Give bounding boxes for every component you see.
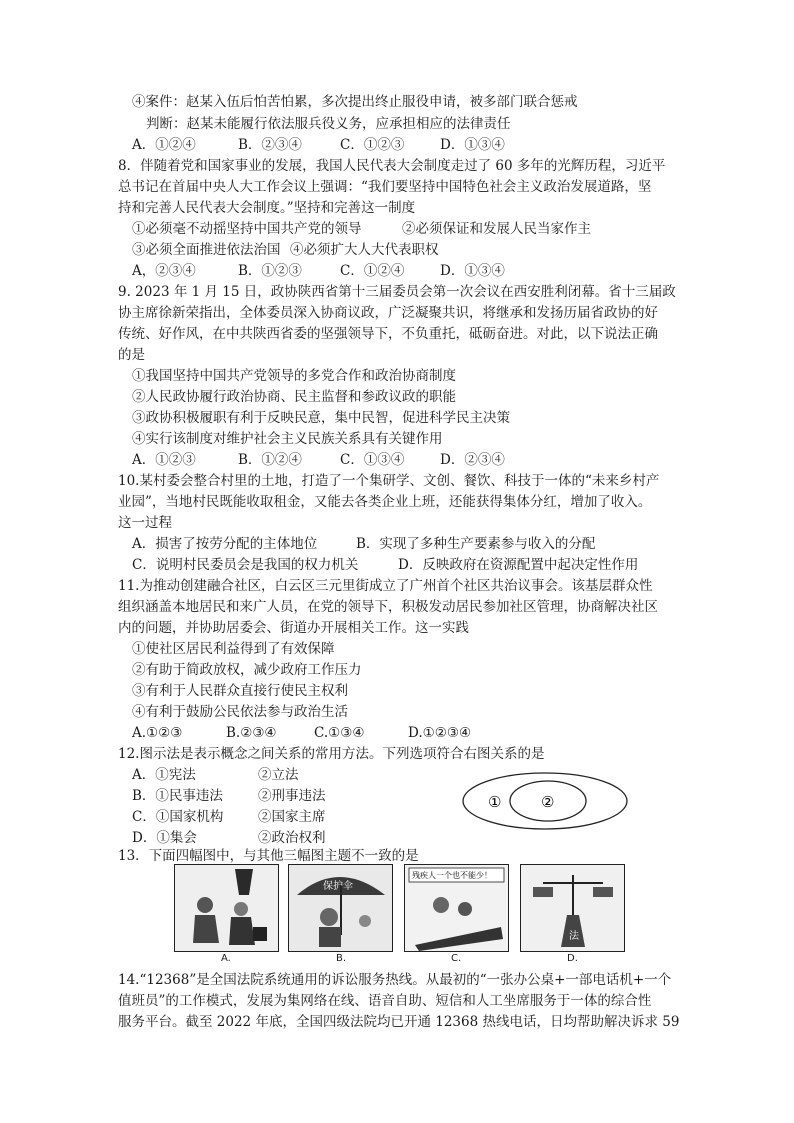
cartoon-d-illustration: [521, 865, 624, 951]
q8-stem-2: 总书记在首届中央人大工作会议上强调：“我们要坚持中国特色社会主义政治发展道路，坚: [118, 179, 652, 195]
q10-option-c[interactable]: C．说明村民委员会是我国的权力机关: [132, 557, 359, 573]
cartoon-d-caption: D.: [567, 953, 578, 964]
q10-option-d[interactable]: D．反映政府在资源配置中起决定性作用: [398, 557, 639, 573]
q14-stem-2: 值班员”的工作模式，发展为集网络在线、语音自助、短信和人工坐席服务于一体的综合性: [118, 993, 652, 1009]
q9-stem-3: 传统、好作风，在中共陕西省委的坚强领导下，不负重托，砥砺奋进。对此，以下说法正确: [118, 326, 658, 342]
q7-item-4: ④案件：赵某入伍后怕苦怕累，多次提出终止服役申请，被多部门联合惩戒: [132, 94, 578, 110]
cartoon-c-banner: 残疾人一个也不能少！: [412, 871, 492, 880]
q11-item-4: ④有利于鼓励公民依法参与政治生活: [132, 704, 348, 720]
q8-option-a[interactable]: A，②③④: [132, 263, 196, 279]
cartoon-a-caption: A.: [221, 953, 231, 964]
q12-option-d-2: ②政治权利: [258, 830, 326, 846]
q10-option-b[interactable]: B．实现了多种生产要素参与收入的分配: [356, 536, 596, 552]
venn-inner-label: ②: [541, 793, 555, 811]
q9-stem-4: 的是: [118, 347, 145, 363]
q8-option-c[interactable]: C．①②④: [340, 263, 405, 279]
q9-option-a[interactable]: A．①②③: [132, 452, 196, 468]
q12-option-c-1[interactable]: C．①国家机构: [132, 809, 224, 825]
cartoon-d[interactable]: [520, 864, 625, 952]
q7-option-c[interactable]: C．①②③: [340, 137, 405, 153]
q9-item-2: ②人民政协履行政治协商、民主监督和参政议政的职能: [132, 389, 456, 405]
q8-item-4: ④必须扩大人大代表职权: [290, 242, 439, 258]
q12-stem: 12.图示法是表示概念之间关系的常用方法。下列选项符合右图关系的是: [118, 746, 545, 762]
q12-option-c-2: ②国家主席: [258, 809, 326, 825]
q12-option-b-1[interactable]: B．①民事违法: [132, 788, 223, 804]
q9-item-3: ③政协积极履职有利于反映民意，集中民智，促进科学民主决策: [132, 410, 510, 426]
cartoon-a-illustration: [175, 865, 278, 951]
q7-option-b[interactable]: B．②③④: [238, 137, 302, 153]
q7-option-a[interactable]: A．①②④: [132, 137, 196, 153]
cartoon-c-illustration: [405, 865, 508, 951]
q8-stem-3: 持和完善人民代表大会制度。”坚持和完善这一制度: [118, 200, 416, 216]
q10-stem-3: 这一过程: [118, 515, 172, 531]
q13-stem: 13．下面四幅图中，与其他三幅图主题不一致的是: [118, 848, 419, 864]
q11-option-a[interactable]: A.①②③: [132, 725, 183, 741]
q7-option-d[interactable]: D．①③④: [440, 137, 505, 153]
q12-option-d-1[interactable]: D．①集会: [132, 830, 197, 846]
q9-item-1: ①我国坚持中国共产党领导的多党合作和政治协商制度: [132, 368, 456, 384]
q11-item-2: ②有助于简政放权，减少政府工作压力: [132, 662, 362, 678]
cartoon-a[interactable]: [174, 864, 279, 952]
q10-stem-1: 10.某村委会整合村里的土地，打造了一个集研学、文创、餐饮、科技于一体的“未来乡村产: [118, 473, 660, 489]
cartoon-b-umbrella-text: 保护伞: [323, 881, 353, 892]
q9-option-b[interactable]: B．①②④: [238, 452, 302, 468]
q11-option-d[interactable]: D.①②③④: [408, 725, 472, 741]
q8-item-2: ②必须保证和发展人民当家作主: [402, 221, 591, 237]
cartoon-c-caption: C.: [451, 953, 462, 964]
q11-stem-3: 内的问题，并协助居委会、街道办开展相关工作。这一实践: [118, 620, 469, 636]
q8-item-3: ③必须全面推进依法治国: [132, 242, 281, 258]
q8-option-b[interactable]: B．①②③: [238, 263, 302, 279]
q8-option-d[interactable]: D．①③④: [440, 263, 505, 279]
q9-stem-2: 协主席徐新荣指出，全体委员深入协商议政，广泛凝聚共识，将继承和发扬历届省政协的好: [118, 305, 658, 321]
q9-option-c[interactable]: C．①③④: [340, 452, 405, 468]
q11-option-b[interactable]: B.②③④: [226, 725, 277, 741]
q8-item-1: ①必须毫不动摇坚持中国共产党的领导: [132, 221, 362, 237]
q8-stem-1: 8．伴随着党和国家事业的发展，我国人民代表大会制度走过了 60 多年的光辉历程，习近平: [118, 158, 666, 174]
q9-option-d[interactable]: D．②③④: [440, 452, 505, 468]
q12-option-a-1[interactable]: A．①宪法: [132, 767, 196, 783]
venn-outer-label: ①: [488, 793, 502, 811]
q11-item-1: ①使社区居民利益得到了有效保障: [132, 641, 335, 657]
q10-option-a[interactable]: A．损害了按劳分配的主体地位: [132, 536, 318, 552]
venn-diagram: [460, 770, 630, 832]
q10-stem-2: 业园”，当地村民既能收取租金，又能去各类企业上班，还能获得集体分红，增加了收入。: [118, 494, 652, 510]
q14-stem-3: 服务平台。截至 2022 年底，全国四级法院均已开通 12368 热线电话，日均帮助解决诉求 59: [118, 1014, 680, 1030]
cartoon-d-law-text: 法: [569, 931, 579, 942]
q12-option-b-2: ②刑事违法: [258, 788, 326, 804]
cartoon-b-caption: B.: [336, 953, 347, 964]
q12-option-a-2: ②立法: [258, 767, 299, 783]
q11-item-3: ③有利于人民群众直接行使民主权利: [132, 683, 348, 699]
q9-item-4: ④实行该制度对维护社会主义民族关系具有关键作用: [132, 431, 443, 447]
cartoon-b[interactable]: [288, 864, 393, 952]
q11-stem-2: 组织涵盖本地居民和来广人员，在党的领导下，积极发动居民参加社区管理，协商解决社区: [118, 599, 658, 615]
q11-option-c[interactable]: C.①③④: [314, 725, 365, 741]
cartoon-c[interactable]: [404, 864, 509, 952]
q7-judgement: 判断：赵某未能履行依法服兵役义务，应承担相应的法律责任: [146, 116, 511, 132]
q11-stem-1: 11.为推动创建融合社区，白云区三元里街成立了广州首个社区共治议事会。该基层群众性: [118, 578, 653, 594]
q9-stem-1: 9. 2023 年 1 月 15 日，政协陕西省第十三届委员会第一次会议在西安胜利闭幕。省十三届政: [118, 284, 676, 300]
q14-stem-1: 14.“12368”是全国法院系统通用的诉讼服务热线。从最初的“一张办公桌+一部电话机+一个: [118, 972, 672, 988]
cartoon-b-illustration: [289, 865, 392, 951]
